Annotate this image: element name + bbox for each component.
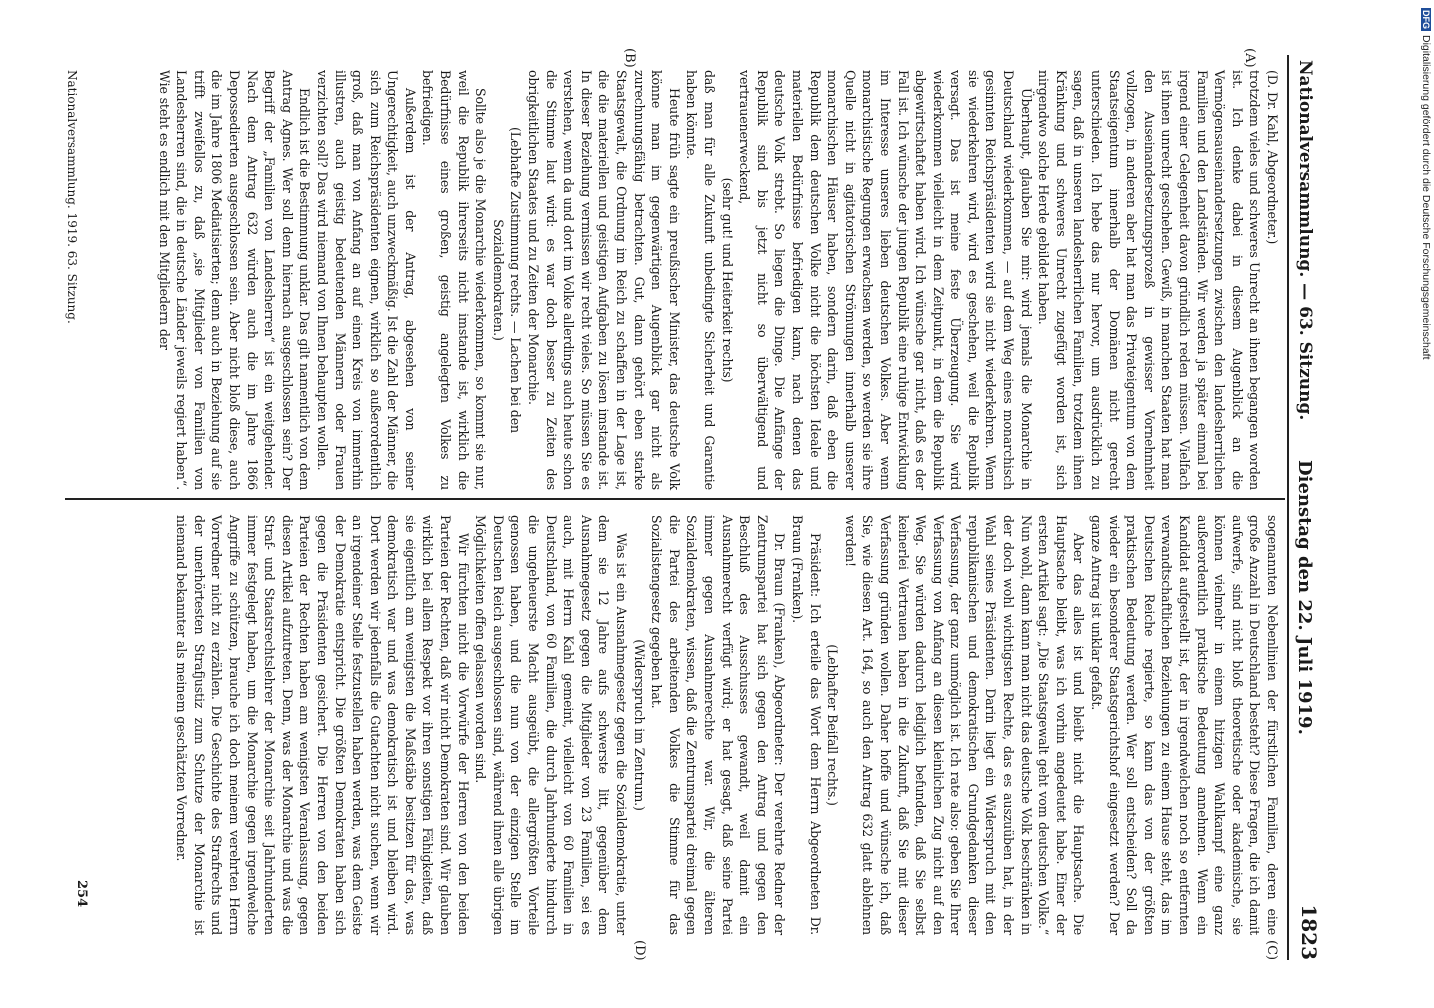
page-number: 1823: [1297, 904, 1321, 960]
interjection: (Lebhafte Zustimmung rechts. — Lachen bei den Sozialdemokraten.): [490, 127, 524, 433]
header-rule: [1287, 55, 1289, 960]
paragraph: Wir fürchten nicht die Vorwürfe der Herren von den beiden Parteien der Rechten, daß wir nicht Demokraten sind. Wir glauben wirklich bei allem Respekt vor ihren sonstigen Fähigkeiten, daß sie eigentlich am wenigsten die Maßstäbe besitzen für das, was demokratisch war und was demokratisch ist und bleiben wird. Dort werden wir jedenfalls die Gutachten nicht suchen, wenn wir an irgendeiner Stelle festzustellen haben werden, was dem Geiste der Demokratie entspricht. Die größten Demokraten haben sich gegen die Präsidenten gesichert. Die Herren von den beiden Parteien der Rechten haben am wenigsten Veranlassung, gegen diesen Artikel aufzutreten. Denn, was der Monarchie und was die Straf- und Staatsrechtslehrer der Monarchie seit Jahrhunderten immer festgelegt haben, um die Monarchie gegen irgendwelche Angriffe zu schützen, brauche ich doch meinem verehrten Herrn Vorredner nicht zu erzählen. Die Geschichte des Strafrechts und der unerhörtesten Strafjustiz zum Schutze der Monarchie ist niemand bekannter als meinem geschätzten Vorredner.: [174, 515, 471, 935]
digitization-strip: [1412, 0, 1434, 1000]
paragraph: Präsident: Ich erteile das Wort dem Herrn Abgeordneten Dr. Braun (Franken).: [789, 515, 823, 935]
margin-mark-d: (D): [632, 940, 647, 961]
paragraph: Aber das alles ist und bleibt nicht die Hauptsache. Die Hauptsache bleibt, was ich vorhin angedeutet habe. Einer der ersten Artikel sagt: „Die Staatsgewalt geht vom deutschen Volke.“ Nun wohl, dann kann man nicht das deutsche Volk beschränken in der doch wohl wichtigsten Rechte, das es auszuüben hat, in der Wahl seines Präsidenten. Darin liegt ein Widerspruch mit den republikanischen und demokratischen Grundgedanken dieser Verfassung, der ganz unmöglich ist. Ich rate also: geben Sie Ihrer Verfassung von Anfang an diesen kleinlichen Zug nicht auf den Weg. Sie würden dadurch lediglich befunden, daß Sie selbst keinerlei Vertrauen haben in die Zukunft, daß Sie mit dieser Verfassung gründen wollen. Daher hoffe und wünsche ich, daß Sie, wie diesen Art. 164, so auch den Antrag 632 glatt ablehnen werden!: [842, 515, 1087, 935]
margin-mark-b: (B): [622, 48, 637, 68]
digitization-note: [1420, 8, 1432, 1008]
left-column: [155, 70, 1281, 490]
digitization-text: Digitalisierung gefördert durch die Deutsche Forschungsgemeinschaft: [1420, 35, 1432, 360]
paragraph: Heute früh sagte ein preußischer Minister, das deutsche Volk könne man im gegenwärtigen Augenblick gar nicht als zurechnungsfähig betrachten. Gut, dann gehört eben starke Staatsgewalt, die Ordnung im Reich zu schaffen in der Lage ist, die die materiellen und geistigen Aufgaben zu lösen imstande ist. In dieser Beziehung vermissen wir recht vieles. So müssen Sie es verstehen, wenn da und dort im Volke allerdings auch heute schon die Stimme laut wird: es war doch besser zu Zeiten des obrigkeitlichen Staates und zu Zeiten der Monarchie.: [526, 70, 682, 490]
dfg-logo: DFG: [1421, 10, 1431, 29]
interjection: (Widerspruch im Zentrum.): [631, 639, 647, 811]
paragraph: trotzdem vieles und schweres Unrecht an ihnen begangen worden ist. Ich denke dabei in diesem Augenblick an die Vermögensauseinandersetzungen zwischen den landesherrlichen Familien und den Landständen. Wir werden ja später einmal bei irgend einer Gelegenheit davon gründlich reden müssen. Vielfach ist ihnen unrecht geschehen. Gewiß, in manchen Staaten hat man den Auseinandersetzungsprozeß in gewisser Vornehmheit vollzogen, in anderen aber hat man das Privateigentum von dem Staatseigentum innerhalb der Domänen nicht gerecht unterschieden. Ich hebe das nur hervor, um ausdrücklich zu sagen, daß in unseren landesherrlichen Familien, trotzdem ihnen Kränkung und schweres Unrecht zugefügt worden ist, sich nirgendwo solche Herde gebildet haben.: [1036, 70, 1263, 490]
interjection: (Lebhafter Beifall rechts.): [825, 644, 841, 806]
margin-mark-c: (C): [1264, 940, 1279, 961]
header-date: Dienstag den 22. Juli 1919.: [1294, 460, 1315, 735]
scanned-page: [57, 0, 1347, 1000]
page-header: [1287, 60, 1335, 960]
paragraph: Überhaupt, glauben Sie mir: wird jemals die Monarchie in Deutschland wiederkommen, — auf dem Weg eines monarchisch gesinnten Reichspräsidenten wird sie nicht wiederkehren. Wenn sie wiederkehren wird, wird es geschehen, weil die Republik versagt. Das ist meine feste Überzeugung. Sie wird wiederkommen vielleicht in dem Zeitpunkt, in dem die Republik abgewirtschaftet haben wird. Ich wünsche gar nicht, daß es der Fall ist. Ich wünsche der jungen Republik eine ruhige Entwicklung im Interesse unseres lieben deutschen Volkes. Aber wenn monarchistische Regungen erwachsen werden, so werden sie ihre Quelle nicht in agitatorischen Strömungen innerhalb unserer monarchischen Häuser haben, sondern darin, daß eben die Republik dem deutschen Volke nicht die höchsten Ideale und materiellen Bedürfnisse befriedigen kann, nach denen das deutsche Volk strebt. So liegen die Dinge. Die Anfänge der Republik sind bis jetzt nicht so überwältigend und vertrauenerweckend,: [737, 70, 1034, 490]
paragraph: daß man für alle Zukunft unbedingte Sicherheit und Garantie haben könnte.: [684, 70, 717, 490]
speaker-tag: (D. Dr. Kahl, Abgeordneter.): [1265, 70, 1280, 245]
page-footer: Nationalversammlung. 1919. 63. Sitzung.: [65, 70, 79, 324]
interjection: (sehr gut! und Heiterkeit rechts): [719, 177, 735, 383]
right-column: [173, 515, 1281, 935]
paragraph: Endlich ist die Bestimmung unklar. Das gilt namentlich von dem Antrag Agnes. Wer soll denn hiernach ausgeschlossen sein? Der Begriff der „Familien von Landesherren“ ist ein weitgehender. Nach dem Antrag 632 würden auch die im Jahre 1866 Depossedierten ausgeschlossen sein. Aber nicht bloß diese, auch die im Jahre 1806 Mediatisierten; denn auch in Beziehung auf sie trifft zweifellos zu, daß „sie Mitglieder von Familien von Landesherren sind, die in deutsche Länder jeweils regiert haben“. Wie steht es endlich mit den Mitgliedern der: [156, 70, 313, 490]
paragraph: sogenannten Nebenlinien der fürstlichen Familien, deren eine große Anzahl in Deutschland besteht? Diese Fragen, die ich damit aufwerfe, sind nicht bloß theoretische oder akademische, sie können vielmehr in einem hitzigen Wahlkampf eine ganz außerordentlich praktische Bedeutung annehmen. Wenn ein Kandidat aufgestellt ist, der in irgendwelchen noch so entfernten verwandtschaftlichen Beziehungen zu einem Hause steht, das im Deutschen Reiche regierte, so kann das von der größten praktischen Bedeutung werden. Wer soll entscheiden? Soll da wieder ein besonderer Staatsgerichtshof eingesetzt werden? Der ganze Antrag ist unklar gefaßt.: [1089, 515, 1280, 935]
signature-number: 254: [74, 880, 89, 908]
paragraph: Außerdem ist der Antrag, abgesehen von seiner Ungerechtigkeit, auch unzweckmäßig. Ist die Zahl der Männer, die sich zum Reichspräsidenten eignen, wirklich so außerordentlich groß, daß man von Anfang an auf einen Kreis von immerhin illustren, auch geistig bedeutenden Männern oder Frauen verzichten soll? Das wird niemand von Ihnen behaupten wollen.: [314, 70, 418, 490]
header-left: Nationalversammlung. — 63. Sitzung.: [1295, 60, 1315, 421]
paragraph: Sollte also je die Monarchie wiederkommen, so kommt sie nur, weil die Republik ihrerseits nicht imstande ist, wirklich die Bedürfnisse eines großen, geistig angelegten Volkes zu befriedigen.: [420, 70, 489, 490]
paragraph: Dr. Braun (Franken), Abgeordneter: Der verehrte Redner der Zentrumspartei hat sich gegen den Antrag und gegen den Beschluß des Ausschusses gewandt, weil damit ein Ausnahmerecht verfügt wird; er hat gesagt, daß seine Partei immer gegen Ausnahmerechte war. Wir, die älteren Sozialdemokraten, wissen, daß die Zentrumspartei dreimal gegen die Partei des arbeitenden Volkes die Stimme für das Sozialistengesetz gegeben hat.: [649, 515, 788, 935]
paragraph: Was ist ein Ausnahmegesetz gegen die Sozialdemokratie, unter dem sie 12 Jahre aufs schwerste litt, gegenüber dem Ausnahmegesetz gegen die Mitglieder von 23 Familien, sei es auch, mit Herrn Kahl gemeint, vielleicht von 60 Familien in Deutschland, von 60 Familien, die durch Jahrhunderte hindurch die ungeheuerste Macht ausgeübt, die allergrößten Vorteile genossen haben, und die nun von der einzigen Stelle im Deutschen Reich ausgeschlossen sind, während ihnen alle übrigen Möglichkeiten offen gelassen worden sind.: [473, 515, 630, 935]
column-divider: [65, 498, 1285, 500]
margin-mark-a: (A): [1242, 48, 1257, 68]
